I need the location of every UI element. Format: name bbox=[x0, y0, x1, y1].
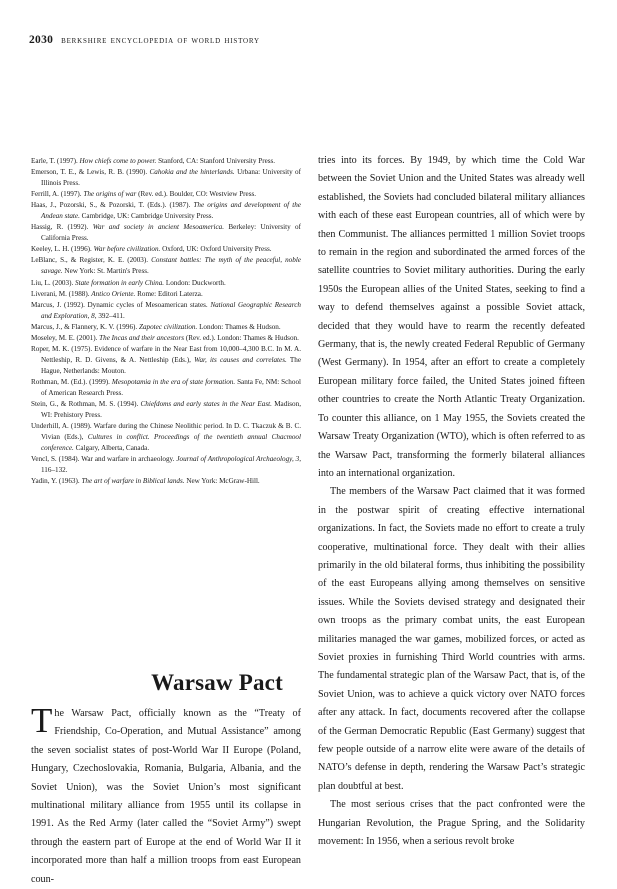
reference-entry bbox=[31, 289, 301, 300]
reference-entry bbox=[31, 156, 301, 167]
body-paragraph: tries into its forces. By 1949, by which time the Cold War between the Soviet Union and the United States was already well established, the Soviets had concluded bilateral military alliances with each of these east European countries, all of which were by then Communist. The alliances permitted 1 million Soviet troops to remain in the region and subordinated the armed forces of the satellite countries to Soviet military authorities. During the early 1950s the European allies of the United States, seeking to find a way to defend themselves against a possible Soviet attack, decided that they would have to rearm the recently defeated Germany, that is, the newly created Federal Republic of Germany (West Germany). In 1954, after an effort to create a completely European military force failed, the United States joined fifteen other countries to create the North Atlantic Treaty Organization. To counter this alliance, on 1 May 1955, the Soviets created the Warsaw Treaty Organization (WTO), which is often referred to as the Warsaw Pact, transforming the formerly bilateral alliances into an international organization. bbox=[318, 155, 585, 479]
reference-entry bbox=[31, 377, 301, 399]
reference-publisher: Oxford, UK: Oxford University Press. bbox=[160, 245, 272, 254]
reference-title: Cultures in conflict. Proceedings of the twentieth annual Chacmool conference. bbox=[41, 433, 301, 453]
reference-authors: Earle, T. (1997). bbox=[31, 157, 80, 165]
article-title: Warsaw Pact bbox=[151, 670, 283, 695]
drop-cap: T bbox=[31, 701, 53, 740]
body-paragraph: The members of the Warsaw Pact claimed that it was formed in the postwar spirit of creating effective international organizations. In fact, the Soviets made no effort to create a truly cooperative, multinational force. They dealt with their allies primarily in the old bilateral forms, thus inhibiting the possibility of the east Europeans allying among themselves on sensitive issues. While the Soviets devised strategy and designated their own troops as the primary combat units, the east European militaries managed the war games, mobilized forces, or acted as Soviet proxies in furnishing Third World countries with arms. The fundamental strategic plan of the Warsaw Pact, that is, of the Soviet Union, was to achieve a quick victory over NATO forces after any attack. In fact, documents recovered after the collapse of the German Democratic Republic (East Germany) suggest that few people outside of a narrow elite were aware of the details of NATO’s defense in depth, rendering the Warsaw Pact’s strategic plan doubtful at best. bbox=[318, 486, 585, 792]
reference-publisher: London: Thames & Hudson. bbox=[197, 322, 281, 331]
reference-entry bbox=[31, 167, 301, 189]
reference-entry bbox=[31, 421, 301, 454]
book-title: berkshire encyclopedia of world history bbox=[61, 35, 260, 46]
reference-entry bbox=[31, 189, 301, 200]
reference-entry bbox=[31, 278, 301, 289]
reference-title: War and society in ancient Mesoamerica. bbox=[92, 223, 225, 232]
reference-publisher: The Hague, Netherlands: Mouton. bbox=[41, 355, 301, 375]
reference-title: War before civilization. bbox=[93, 245, 161, 254]
reference-title: The origins and development of the Andean state. bbox=[41, 201, 301, 221]
reference-publisher: Santa Fe, NM: School of American Research Press. bbox=[41, 377, 301, 397]
intro-paragraph bbox=[31, 701, 301, 889]
reference-title: Antico Oriente. bbox=[91, 289, 136, 298]
reference-authors: Haas, J., Pozorski, S., & Pozorski, T. (Eds.). (1987). bbox=[31, 201, 194, 210]
reference-title: Mesopotamia in the era of state formation. bbox=[111, 377, 236, 386]
reference-title: The art of warfare in Biblical lands. bbox=[81, 477, 185, 486]
reference-authors: Liverani, M. (1988). bbox=[31, 289, 92, 298]
reference-entry bbox=[31, 476, 301, 487]
reference-publisher: London: Duckworth. bbox=[164, 278, 226, 287]
reference-title: Cahokia and the hinterlands. bbox=[149, 168, 235, 177]
reference-title: War, its causes and correlates. bbox=[194, 355, 287, 364]
reference-authors: Rothman, M. (Ed.). (1999). bbox=[31, 377, 112, 386]
reference-title: Journal of Anthropological Archaeology, 3, bbox=[176, 455, 301, 464]
reference-publisher: Rome: Editori Laterza. bbox=[135, 289, 203, 298]
reference-authors: Marcus, J. (1992). Dynamic cycles of Mesoamerican states. bbox=[31, 300, 211, 309]
reference-entry bbox=[31, 454, 301, 476]
reference-publisher: Cambridge, UK: Cambridge University Press. bbox=[79, 212, 214, 221]
reference-title: Chiefdoms and early states in the Near East. bbox=[140, 400, 272, 409]
reference-entry bbox=[31, 300, 301, 322]
page-number: 2030 bbox=[29, 34, 54, 46]
reference-title: The Incas and their ancestors bbox=[99, 333, 185, 342]
reference-entry bbox=[31, 255, 301, 277]
reference-publisher: Madison, WI: Prehistory Press. bbox=[41, 400, 301, 420]
reference-publisher: New York: St. Martin's Press. bbox=[62, 267, 149, 276]
reference-publisher: (Rev. ed.). London: Thames & Hudson. bbox=[184, 333, 299, 342]
reference-title: The origins of war bbox=[83, 190, 137, 199]
reference-title: National Geographic Research and Exploration, 8, bbox=[41, 300, 301, 320]
reference-publisher: 116–132. bbox=[41, 466, 68, 475]
reference-title: How chiefs come to power. bbox=[79, 157, 157, 165]
reference-authors: Yadin, Y. (1963). bbox=[31, 477, 82, 486]
reference-entry bbox=[31, 200, 301, 222]
reference-authors: Hassig, R. (1992). bbox=[31, 223, 93, 232]
reference-authors: Emerson, T. E., & Lewis, R. B. (1990). bbox=[31, 168, 150, 177]
reference-entry bbox=[31, 222, 301, 244]
reference-publisher: Calgary, Alberta, Canada. bbox=[73, 444, 150, 453]
reference-entry bbox=[31, 344, 301, 377]
reference-title: Constant battles: The myth of the peaceful, noble savage. bbox=[41, 256, 301, 276]
reference-list bbox=[31, 156, 301, 487]
reference-publisher: New York: McGraw-Hill. bbox=[184, 477, 260, 486]
reference-publisher: Berkeley: University of California Press. bbox=[41, 223, 301, 243]
intro-text: he Warsaw Pact, officially known as the “Treaty of Friendship, Co-Operation, and Mutual Assistance” among the seven socialist states of post-World War II Europe (Poland, Hungary, Czechoslovakia, Romania, Bulgaria, Albania, and the Soviet Union), was the Soviet Union’s most significant multinational military alliance from 1955 until its collapse in 1991. As the Red Army (later called the “Soviet Army”) swept through the eastern part of Europe at the end of World War II it incorporated more than half a million troops from east European coun- bbox=[31, 708, 301, 885]
reference-entry bbox=[31, 244, 301, 255]
reference-authors: Underhill, A. (1989). Warfare during the Chinese Neolithic period. In D. C. Tkaczuk & B. C. Vivian (Eds.), bbox=[31, 422, 301, 442]
reference-authors: Roper, M. K. (1975). Evidence of warfare in the Near East from 10,000–4,300 B.C. In M. A. Nettleship, R. D. Givens, & A. Nettleship (Eds.), bbox=[31, 344, 301, 364]
article-right-column bbox=[318, 152, 585, 851]
reference-publisher: Urbana: University of Illinois Press. bbox=[41, 168, 302, 188]
reference-authors: LeBlanc, S., & Register, K. E. (2003). bbox=[31, 256, 152, 265]
reference-authors: Liu, L. (2003). bbox=[31, 278, 76, 287]
reference-publisher: 392–411. bbox=[96, 311, 125, 320]
reference-entry bbox=[31, 399, 301, 421]
running-header bbox=[29, 34, 260, 46]
reference-authors: Vencl, S. (1984). War and warfare in archaeology. bbox=[31, 455, 177, 464]
reference-title: Zapotec civilization. bbox=[138, 322, 198, 331]
body-paragraph: The most serious crises that the pact confronted were the Hungarian Revolution, the Prague Spring, and the Solidarity movement: In 1956, when a serious revolt broke bbox=[318, 799, 585, 848]
reference-authors: Keeley, L. H. (1996). bbox=[31, 245, 94, 254]
reference-entry bbox=[31, 322, 301, 333]
reference-authors: Ferrill, A. (1997). bbox=[31, 190, 84, 199]
reference-title: State formation in early China. bbox=[75, 278, 165, 287]
reference-authors: Moseley, M. E. (2001). bbox=[31, 333, 100, 342]
article-left-column bbox=[31, 701, 301, 889]
reference-publisher: (Rev. ed.). Boulder, CO: Westview Press. bbox=[136, 190, 257, 199]
reference-publisher: Stanford, CA: Stanford University Press. bbox=[156, 157, 276, 165]
reference-entry bbox=[31, 333, 301, 344]
reference-authors: Marcus, J., & Flannery, K. V. (1996). bbox=[31, 322, 139, 331]
reference-authors: Stein, G., & Rothman, M. S. (1994). bbox=[31, 400, 141, 409]
